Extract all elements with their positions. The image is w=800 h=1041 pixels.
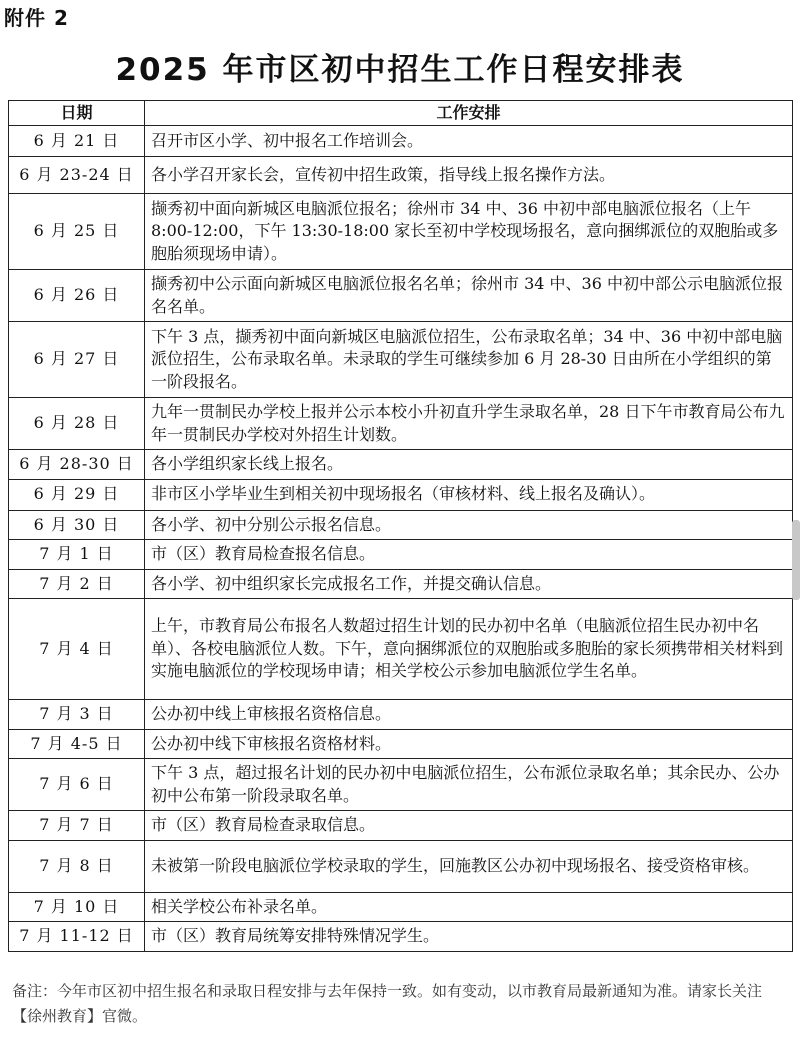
attachment-label: 附件 2 bbox=[4, 6, 69, 30]
table-row bbox=[9, 510, 793, 540]
row-work: 未被第一阶段电脑派位学校录取的学生，回施教区公办初中现场报名、接受资格审核。 bbox=[145, 840, 793, 892]
row-date: 7 月 11-12 日 bbox=[9, 922, 145, 952]
row-date: 6 月 28 日 bbox=[9, 398, 145, 450]
header-work: 工作安排 bbox=[145, 101, 793, 126]
row-date: 6 月 21 日 bbox=[9, 126, 145, 157]
footnote: 备注：今年市区初中招生报名和录取日程安排与去年保持一致。如有变动，以市教育局最新通知为准。请家长关注【徐州教育】官微。 bbox=[12, 982, 763, 1025]
row-work: 撷秀初中面向新城区电脑派位报名；徐州市 34 中、36 中初中部电脑派位报名（上午 8:00-12:00，下午 13:30-18:00 家长至初中学校现场报名，意向捆绑派位的双胞胎或多胞胎须现场申请）。 bbox=[145, 194, 793, 270]
table-row bbox=[9, 450, 793, 480]
row-date: 7 月 6 日 bbox=[9, 759, 145, 811]
table-row bbox=[9, 840, 793, 892]
row-work: 公办初中线下审核报名资格材料。 bbox=[145, 729, 793, 759]
row-work: 各小学组织家长线上报名。 bbox=[145, 450, 793, 480]
row-work: 上午，市教育局公布报名人数超过招生计划的民办初中名单（电脑派位招生民办初中名单）、各校电脑派位人数。下午，意向捆绑派位的双胞胎或多胞胎的家长须携带相关材料到实施电脑派位的学校现场申请；相关学校公示参加电脑派位学生名单。 bbox=[145, 599, 793, 700]
table-row bbox=[9, 194, 793, 270]
row-work: 市（区）教育局检查报名信息。 bbox=[145, 540, 793, 570]
row-date: 7 月 1 日 bbox=[9, 540, 145, 570]
header-date: 日期 bbox=[9, 101, 145, 126]
row-work: 市（区）教育局统筹安排特殊情况学生。 bbox=[145, 922, 793, 952]
row-work: 公办初中线上审核报名资格信息。 bbox=[145, 700, 793, 730]
table-row bbox=[9, 892, 793, 922]
table-header-row bbox=[9, 101, 793, 126]
row-work: 各小学召开家长会，宣传初中招生政策，指导线上报名操作方法。 bbox=[145, 157, 793, 194]
row-date: 7 月 8 日 bbox=[9, 840, 145, 892]
row-date: 7 月 7 日 bbox=[9, 811, 145, 841]
table-row bbox=[9, 599, 793, 700]
row-work: 各小学、初中组织家长完成报名工作，并提交确认信息。 bbox=[145, 569, 793, 599]
row-date: 6 月 23-24 日 bbox=[9, 157, 145, 194]
row-date: 6 月 25 日 bbox=[9, 194, 145, 270]
table-row bbox=[9, 157, 793, 194]
table-row bbox=[9, 479, 793, 510]
table-row bbox=[9, 811, 793, 841]
table-row bbox=[9, 126, 793, 157]
table-row bbox=[9, 922, 793, 952]
row-date: 7 月 4-5 日 bbox=[9, 729, 145, 759]
row-date: 7 月 4 日 bbox=[9, 599, 145, 700]
row-date: 7 月 3 日 bbox=[9, 700, 145, 730]
table-row bbox=[9, 729, 793, 759]
row-date: 6 月 26 日 bbox=[9, 270, 145, 322]
table-row bbox=[9, 398, 793, 450]
table-row bbox=[9, 540, 793, 570]
row-work: 各小学、初中分别公示报名信息。 bbox=[145, 510, 793, 540]
row-date: 6 月 28-30 日 bbox=[9, 450, 145, 480]
row-work: 下午 3 点，超过报名计划的民办初中电脑派位招生，公布派位录取名单；其余民办、公办初中公布第一阶段录取名单。 bbox=[145, 759, 793, 811]
table-row bbox=[9, 700, 793, 730]
row-date: 7 月 2 日 bbox=[9, 569, 145, 599]
table-row bbox=[9, 759, 793, 811]
row-work: 召开市区小学、初中报名工作培训会。 bbox=[145, 126, 793, 157]
scrollbar-thumb[interactable] bbox=[792, 520, 800, 600]
row-work: 市（区）教育局检查录取信息。 bbox=[145, 811, 793, 841]
document-title: 2025 年市区初中招生工作日程安排表 bbox=[115, 52, 685, 88]
row-date: 6 月 29 日 bbox=[9, 479, 145, 510]
row-work: 相关学校公布补录名单。 bbox=[145, 892, 793, 922]
row-date: 6 月 30 日 bbox=[9, 510, 145, 540]
schedule-table bbox=[8, 100, 793, 952]
row-date: 6 月 27 日 bbox=[9, 322, 145, 398]
table-row bbox=[9, 569, 793, 599]
row-work: 下午 3 点，撷秀初中面向新城区电脑派位招生，公布录取名单；34 中、36 中初中部电脑派位招生，公布录取名单。未录取的学生可继续参加 6 月 28-30 日由所在小学组织的第一阶段报名。 bbox=[145, 322, 793, 398]
row-date: 7 月 10 日 bbox=[9, 892, 145, 922]
row-work: 九年一贯制民办学校上报并公示本校小升初直升学生录取名单，28 日下午市教育局公布九年一贯制民办学校对外招生计划数。 bbox=[145, 398, 793, 450]
table-row bbox=[9, 322, 793, 398]
row-work: 撷秀初中公示面向新城区电脑派位报名名单；徐州市 34 中、36 中初中部公示电脑派位报名名单。 bbox=[145, 270, 793, 322]
table-row bbox=[9, 270, 793, 322]
row-work: 非市区小学毕业生到相关初中现场报名（审核材料、线上报名及确认）。 bbox=[145, 479, 793, 510]
